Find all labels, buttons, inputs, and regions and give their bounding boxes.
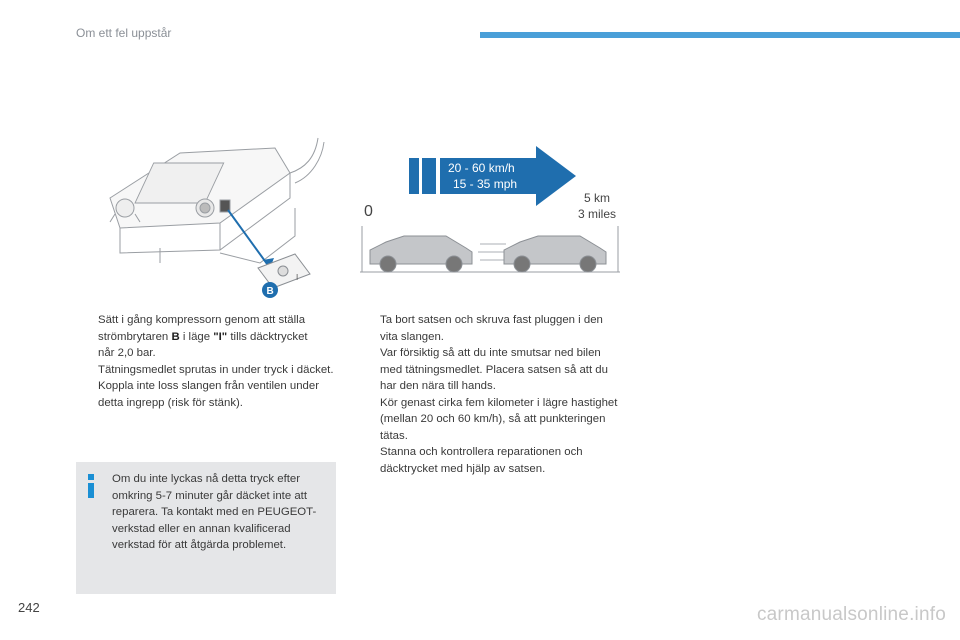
position-i-ref: "I" xyxy=(213,330,228,343)
car-moving-icon xyxy=(504,236,606,272)
header-accent-bar xyxy=(480,32,960,38)
page-number: 242 xyxy=(18,600,40,615)
distance-miles: 3 miles xyxy=(578,207,617,221)
instruction-check: Stanna och kontrollera reparationen och däcktrycket med hjälp av satsen. xyxy=(380,446,583,475)
compressor-kit-illustration xyxy=(90,128,340,308)
driving-distance-illustration xyxy=(356,138,628,278)
instruction-remove-kit: Ta bort satsen och skruva fast pluggen i den vita slangen. xyxy=(380,314,603,343)
distance-km: 5 km xyxy=(584,191,611,205)
left-instructions xyxy=(78,312,340,411)
right-instructions xyxy=(360,312,622,477)
speed-stripe-1 xyxy=(409,158,419,194)
info-text: Om du inte lyckas nå detta tryck efter omkring 5-7 minuter går däcket inte att reparera. Ta kontakt med en PEUGEOT-verkstad eller en annan kvalificerad verkstad för att åtgärda problemet. xyxy=(112,473,317,551)
speed-kmh: 20 - 60 km/h xyxy=(448,161,515,175)
speed-arrow xyxy=(440,146,576,206)
car-start-icon xyxy=(370,236,472,272)
instruction-careful: Var försiktig så att du inte smutsar ned bilen med tätningsmedlet. Placera satsen så att du har den nära till hands. xyxy=(380,347,608,392)
label-b-ref: B xyxy=(171,330,180,343)
speed-mph: 15 - 35 mph xyxy=(453,177,518,191)
instruction-drive: Kör genast cirka fem kilometer i lägre hastighet (mellan 20 och 60 km/h), så att punkteringen tätas. xyxy=(380,396,618,442)
info-icon xyxy=(86,474,96,498)
switch-position-label: I xyxy=(296,273,299,282)
label-b: B xyxy=(266,286,274,297)
instruction-sealant-note: Tätningsmedlet sprutas in under tryck i däcket. Koppla inte loss slangen från ventilen under detta ingrepp (risk för stänk). xyxy=(98,363,334,409)
instruction-start-compressor: Sätt i gång kompressorn genom att ställa strömbrytaren B i läge "I" tills däcktrycket når 2,0 bar. xyxy=(98,314,308,359)
info-box xyxy=(76,462,336,594)
speed-stripe-2 xyxy=(422,158,436,194)
start-distance: 0 xyxy=(364,203,373,220)
section-title: Om ett fel uppstår xyxy=(76,26,172,40)
watermark: carmanualsonline.info xyxy=(756,604,946,625)
